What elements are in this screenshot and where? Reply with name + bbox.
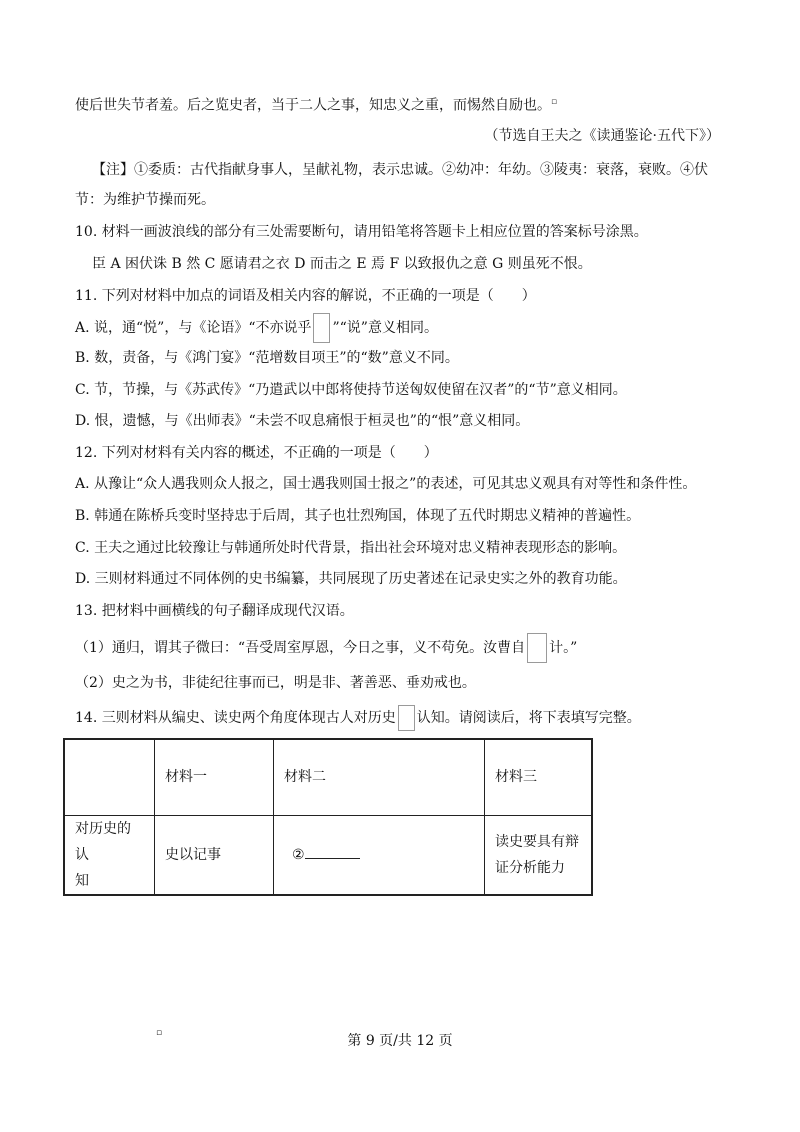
table-header-cell-material-2: 材料二 bbox=[274, 739, 485, 815]
q12-option-a: A. 从豫让“众人遇我则众人报之，国士遇我则国士报之”的表述，可见其忠义观具有对等性和条件性。 bbox=[75, 476, 697, 492]
q11-option-c: C. 节，节操，与《苏武传》“乃遣武以中郎将使持节送匈奴使留在汉者”的“节”意义相同。 bbox=[75, 382, 627, 398]
q13-1-text-pre: （1）通归，谓其子微曰：“吾受周室厚恩，今日之事，义不苟免。汝曹自 bbox=[75, 640, 526, 656]
source-citation: （节选自王夫之《读通鉴论·五代下》） bbox=[484, 128, 720, 144]
table-cell-material-1: 史以记事 bbox=[155, 815, 274, 895]
q11-a-text-post: ”“说”意义相同。 bbox=[332, 320, 438, 336]
cell3-line-1: 读史要具有辩 bbox=[495, 833, 579, 850]
passage-end bbox=[75, 92, 557, 116]
q11-option-a bbox=[75, 313, 438, 343]
note-line-1: 【注】①委质：古代指献身事人，呈献礼物，表示忠诚。②幼冲：年幼。③陵夷：衰落，衰败。④伏 bbox=[92, 162, 708, 178]
placeholder-box bbox=[398, 705, 415, 731]
q13-item-1 bbox=[75, 633, 577, 663]
table-header-cell-empty bbox=[64, 739, 155, 815]
q11-option-d: D. 恨，遗憾，与《出师表》“未尝不叹息痛恨于桓灵也”的“恨”意义相同。 bbox=[75, 413, 530, 429]
table-header-cell-material-1: 材料一 bbox=[155, 739, 274, 815]
table-header-cell-material-3: 材料三 bbox=[485, 739, 593, 815]
q12-option-d: D. 三则材料通过不同体例的史书编纂，共同展现了历史著述在记录史实之外的教育功能。 bbox=[75, 571, 627, 587]
answer-table bbox=[63, 738, 593, 896]
placeholder-box bbox=[313, 313, 330, 343]
cell3-line-2: 证分析能力 bbox=[495, 859, 565, 876]
q12-option-c: C. 王夫之通过比较豫让与韩通所处时代背景，指出社会环境对忠义精神表现形态的影响。 bbox=[75, 540, 627, 556]
note-line-2: 节：为维护节操而死。 bbox=[75, 192, 215, 208]
marker-icon: ▫ bbox=[551, 97, 558, 107]
table-cell-material-2 bbox=[274, 815, 485, 895]
table-row bbox=[64, 815, 592, 895]
placeholder-box bbox=[527, 633, 547, 663]
q14-text-pre: 14. 三则材料从编史、读史两个角度体现古人对历史 bbox=[75, 710, 396, 726]
row-label-line-1: 对历史的认 bbox=[75, 820, 131, 863]
row-label-line-2: 知 bbox=[75, 872, 89, 889]
q10-stem: 10. 材料一画波浪线的部分有三处需要断句，请用铅笔将答题卡上相应位置的答案标号涂黑。 bbox=[75, 224, 648, 240]
q13-item-2: （2）史之为书，非徒纪往事而已，明是非、著善恶、垂劝戒也。 bbox=[75, 675, 476, 691]
q14-stem bbox=[75, 705, 641, 731]
table-row-label bbox=[64, 815, 155, 895]
q13-stem: 13. 把材料中画横线的句子翻译成现代汉语。 bbox=[75, 603, 354, 619]
q12-option-b: B. 韩通在陈桥兵变时坚持忠于后周，其子也壮烈殉国，体现了五代时期忠义精神的普遍性。 bbox=[75, 508, 641, 524]
q10-options: 臣 A 困伏诛 B 然 C 愿请君之衣 D 而击之 E 焉 F 以致报仇之意 G 则虽死不恨。 bbox=[92, 256, 592, 272]
q14-text-post: 认知。请阅读后，将下表填写完整。 bbox=[416, 710, 641, 726]
answer-blank-line[interactable] bbox=[305, 842, 360, 859]
q12-stem: 12. 下列对材料有关内容的概述，不正确的一项是（ ） bbox=[75, 445, 438, 461]
page-footer: 第 9 页/共 12 页 bbox=[347, 1033, 453, 1049]
q11-option-b: B. 数，责备，与《鸿门宴》“范增数目项王”的“数”意义不同。 bbox=[75, 350, 459, 366]
table-cell-material-3 bbox=[485, 815, 593, 895]
q13-1-text-post: 计。” bbox=[549, 640, 578, 656]
q11-stem: 11. 下列对材料中加点的词语及相关内容的解说，不正确的一项是（ ） bbox=[75, 288, 536, 304]
corner-marker-icon: ▫ bbox=[156, 1028, 163, 1038]
table-header-row bbox=[64, 739, 592, 815]
blank-marker: ② bbox=[292, 846, 305, 863]
q11-a-text-pre: A. 说，通“悦”，与《论语》“不亦说乎 bbox=[75, 320, 312, 336]
passage-end-text: 使后世失节者羞。后之览史者，当于二人之事，知忠义之重，而惕然自励也。 bbox=[75, 97, 551, 114]
